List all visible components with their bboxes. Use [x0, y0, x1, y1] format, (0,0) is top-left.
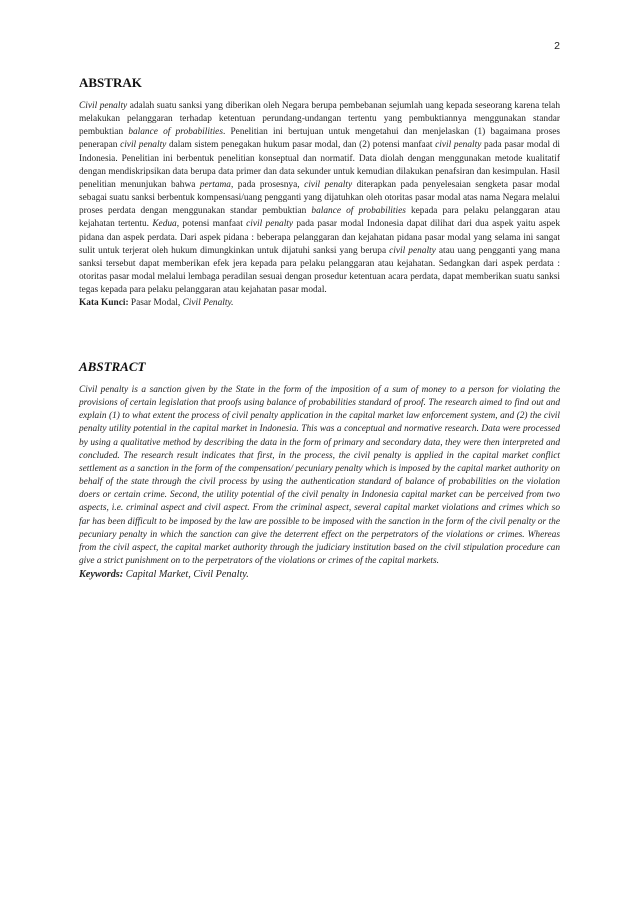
italic-term: pertama — [199, 179, 231, 190]
abstract-keywords — [79, 568, 560, 581]
abstract-section — [79, 384, 560, 581]
abstrak-section — [79, 100, 560, 311]
italic-term: Civil penalty — [79, 101, 128, 111]
text-run: pada pasar modal Indonesia dapat dilihat dari dua aspek yaitu aspek pidana dan aspek perdata. Dari aspek pidana : beberapa pelanggaran dan kejahatan pidana pasar modal yang selama ini sangat sulit untuk terjerat oleh hukum dimungkinkan untuk dijatuhi sanksi yang berupa — [79, 219, 561, 256]
text-run: diterapkan pada penyelesaian sengketa pasar modal sebagai suatu sanksi berbentuk kompensasi/uang pengganti yang dijatuhkan oleh otoritas pasar modal atas nama Negara melalui proses perdata dengan menggunakan standar pembuktian — [79, 179, 561, 217]
keywords-italic: Civil Penalty. — [182, 298, 234, 309]
text-run: dalam sistem penegakan hukum pasar modal, dan (2) potensi manfaat — [166, 140, 436, 151]
keywords-label: Kata Kunci: — [79, 298, 129, 309]
text-run: , pada prosesnya, — [230, 179, 305, 190]
text-run: adalah suatu sanksi yang diberikan oleh Negara berupa pembebanan sejumlah uang kepada seseorang karena telah melakukan pelanggaran terhadap ketentuan perundang-undangan tertentu yang pembuktiannya menggunakan standar pembuktian — [79, 101, 560, 138]
italic-term: balance of probabilities — [311, 206, 406, 217]
page-number: 2 — [554, 40, 560, 52]
text-run: . Penelitian ini bertujuan untuk mengetahui dan menjelaskan (1) bagaimana proses penerapan — [79, 127, 560, 151]
italic-term: civil penalty — [389, 245, 436, 256]
abstrak-heading: ABSTRAK — [79, 75, 142, 90]
italic-term: civil penalty — [246, 219, 294, 230]
italic-term: civil penalty — [304, 179, 353, 190]
text-run: pada pasar modal di Indonesia. Penelitian ini berbentuk penelitian konseptual dan normatif. Data diolah dengan menggunakan metode kualitatif dengan mendiskripsikan data berupa data primer dan data sekunder untuk kemudian dilakukan penafsiran dan kesimpulan. Hasil penelitian menunjukan bahwa — [79, 140, 560, 190]
abstract-paragraph: Civil penalty is a sanction given by the State in the form of the imposition of a sum of money to a person for violating the provisions of certain legislation that proofs using balance of probabilities standard of proof. The research aimed to find out and explain (1) to what extent the process of civil penalty application in the capital market law enforcement system, and (2) the civil penalty utility potential in the capital market in Indonesia. This was a conceptual and normative research. Data were processed by using a qualitative method by describing the data in the form of primary and secondary data, they were then interpreted and concluded. The research result indicates that first, in the process, the civil penalty is applied in the capital market conflict settlement as a sanction in the form of the compensation/ pecuniary penalty which is imposed by the capital market authority on behalf of the state through the civil process by using the authentication standard of balance of probabilities on the violation doers or certain crime. Second, the utility potential of the civil penalty in Indonesia capital market can be perceived from two aspects, i.e. criminal aspect and civil aspect. From the criminal aspect, several capital market violations and crimes which so far has been difficult to be imposed by the law are possible to be imposed with the sanction in the form of the civil penalty or the pecuniary penalty in which the sanction can give the deterrent effect on the perpetrators of the violations or crimes. Whereas from the civil aspect, the capital market authority through the judiciary institution based on the civil stipulation procedure can give a strict punishment on to the perpetrators of the violations or crimes of the capital markets. — [79, 385, 560, 567]
italic-term: Kedua — [152, 219, 177, 230]
italic-term: civil penalty — [120, 140, 167, 151]
italic-term: civil penalty — [435, 140, 482, 151]
keywords-label-en: Keywords: — [79, 569, 124, 581]
text-run: kepada para pelaku pelanggaran atau kejahatan tertentu. — [79, 206, 560, 230]
abstrak-keywords — [79, 297, 560, 310]
text-run: , potensi manfaat — [176, 219, 247, 230]
abstrak-paragraph — [79, 100, 560, 297]
keywords-plain: Pasar Modal, — [128, 298, 183, 309]
keywords-text-en: Capital Market, Civil Penalty. — [123, 569, 249, 581]
italic-term: balance of probabilities — [128, 127, 223, 138]
text-run: atau uang pengganti yang mana sanksi tersebut dapat memberikan efek jera kepada para pelaku pelanggaran atau kejahatan. Sedangkan dari aspek perdata : otoritas pasar modal melalui lembaga peradilan sesuai dengan prosedur ketentuan acara perdata, dapat memberikan suatu sanksi tegas kepada para pelaku pelanggaran atau kejahatan pasar modal. — [79, 245, 561, 296]
abstract-heading: ABSTRACT — [79, 359, 146, 374]
